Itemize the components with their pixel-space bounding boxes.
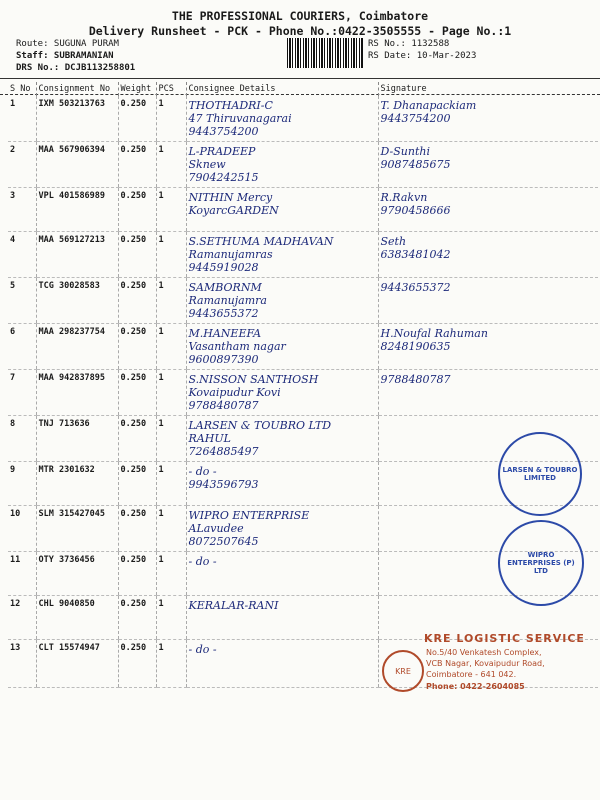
row-consignment: MAA 567906394 bbox=[36, 142, 118, 188]
row-sno: 4 bbox=[8, 232, 36, 278]
row-consignee: - do - 9943596793 bbox=[186, 462, 378, 506]
row-pcs: 1 bbox=[156, 506, 186, 552]
row-consignment: CLT 15574947 bbox=[36, 640, 118, 688]
row-consignee: WIPRO ENTERPRISE ALavudee 8072507645 bbox=[186, 506, 378, 552]
row-weight: 0.250 bbox=[118, 506, 156, 552]
row-consignee: S.NISSON SANTHOSH Kovaipudur Kovi 9788480787 bbox=[186, 370, 378, 416]
row-weight: 0.250 bbox=[118, 188, 156, 232]
header-rule bbox=[0, 78, 600, 79]
row-consignee: S.SETHUMA MADHAVAN Ramanujamras 9445919028 bbox=[186, 232, 378, 278]
drs-label: DRS No.: DCJB113258801 bbox=[16, 63, 136, 73]
kre-title: KRE LOGISTIC SERVICE bbox=[424, 632, 585, 645]
row-pcs: 1 bbox=[156, 416, 186, 462]
row-sno: 7 bbox=[8, 370, 36, 416]
row-consignee: - do - bbox=[186, 640, 378, 688]
row-weight: 0.250 bbox=[118, 278, 156, 324]
table-row bbox=[8, 278, 598, 324]
row-weight: 0.250 bbox=[118, 552, 156, 596]
kre-logistic-stamp bbox=[382, 630, 592, 710]
wipro-stamp bbox=[498, 520, 584, 606]
row-weight: 0.250 bbox=[118, 96, 156, 142]
row-weight: 0.250 bbox=[118, 640, 156, 688]
row-sno: 11 bbox=[8, 552, 36, 596]
row-pcs: 1 bbox=[156, 324, 186, 370]
row-sno: 6 bbox=[8, 324, 36, 370]
col-consignment: Consignment No bbox=[36, 82, 118, 96]
col-signature: Signature bbox=[378, 82, 598, 96]
row-signature: 9443655372 bbox=[378, 278, 598, 324]
col-pcs: PCS bbox=[156, 82, 186, 96]
row-sno: 2 bbox=[8, 142, 36, 188]
row-pcs: 1 bbox=[156, 96, 186, 142]
row-sno: 13 bbox=[8, 640, 36, 688]
route-label: Route: SUGUNA PURAM bbox=[16, 39, 119, 49]
row-sno: 5 bbox=[8, 278, 36, 324]
barcode bbox=[287, 38, 363, 68]
row-sno: 3 bbox=[8, 188, 36, 232]
row-consignee: KERALAR-RANI bbox=[186, 596, 378, 640]
row-weight: 0.250 bbox=[118, 142, 156, 188]
table-row bbox=[8, 142, 598, 188]
row-signature: D-Sunthi 9087485675 bbox=[378, 142, 598, 188]
row-signature: T. Dhanapackiam 9443754200 bbox=[378, 96, 598, 142]
larsen-toubro-stamp bbox=[498, 432, 582, 516]
row-weight: 0.250 bbox=[118, 462, 156, 506]
row-sno: 9 bbox=[8, 462, 36, 506]
row-pcs: 1 bbox=[156, 552, 186, 596]
lt-stamp-text: LARSEN & TOUBRO LIMITED bbox=[502, 466, 578, 482]
row-pcs: 1 bbox=[156, 370, 186, 416]
row-consignment: MAA 942837895 bbox=[36, 370, 118, 416]
row-weight: 0.250 bbox=[118, 596, 156, 640]
row-consignment: MTR 2301632 bbox=[36, 462, 118, 506]
row-consignment: MAA 298237754 bbox=[36, 324, 118, 370]
row-consignment: TNJ 713636 bbox=[36, 416, 118, 462]
row-signature: Seth 6383481042 bbox=[378, 232, 598, 278]
row-consignment: TCG 30028583 bbox=[36, 278, 118, 324]
table-row bbox=[8, 96, 598, 142]
row-consignee: SAMBORNM Ramanujamra 9443655372 bbox=[186, 278, 378, 324]
table-row bbox=[8, 324, 598, 370]
table-header-row bbox=[8, 82, 598, 96]
kre-address-2: VCB Nagar, Kovaipudur Road, bbox=[426, 659, 545, 668]
rs-number: RS No.: 1132588 bbox=[368, 39, 450, 49]
row-pcs: 1 bbox=[156, 462, 186, 506]
row-pcs: 1 bbox=[156, 596, 186, 640]
runsheet-table bbox=[8, 82, 598, 688]
row-sno: 8 bbox=[8, 416, 36, 462]
row-signature: 9788480787 bbox=[378, 370, 598, 416]
row-pcs: 1 bbox=[156, 278, 186, 324]
row-sno: 12 bbox=[8, 596, 36, 640]
row-weight: 0.250 bbox=[118, 370, 156, 416]
col-consignee: Consignee Details bbox=[186, 82, 378, 96]
row-consignment: MAA 569127213 bbox=[36, 232, 118, 278]
row-weight: 0.250 bbox=[118, 324, 156, 370]
row-pcs: 1 bbox=[156, 188, 186, 232]
row-signature: R.Rakvn 9790458666 bbox=[378, 188, 598, 232]
row-pcs: 1 bbox=[156, 232, 186, 278]
table-row bbox=[8, 370, 598, 416]
row-consignee: L-PRADEEP Sknew 7904242515 bbox=[186, 142, 378, 188]
kre-address-1: No.5/40 Venkatesh Complex, bbox=[426, 648, 542, 657]
row-sno: 1 bbox=[8, 96, 36, 142]
row-weight: 0.250 bbox=[118, 232, 156, 278]
runsheet-subtitle: Delivery Runsheet - PCK - Phone No.:0422-3505555 - Page No.:1 bbox=[88, 24, 512, 38]
row-consignment: SLM 315427045 bbox=[36, 506, 118, 552]
row-signature: H.Noufal Rahuman 8248190635 bbox=[378, 324, 598, 370]
row-consignee: - do - bbox=[186, 552, 378, 596]
row-pcs: 1 bbox=[156, 142, 186, 188]
row-consignment: IXM 503213763 bbox=[36, 96, 118, 142]
staff-label: Staff: SUBRAMANIAN bbox=[16, 51, 114, 61]
row-consignment: CHL 9040850 bbox=[36, 596, 118, 640]
company-title: THE PROFESSIONAL COURIERS, Coimbatore bbox=[171, 9, 429, 23]
row-consignee: NITHIN Mercy KoyarcGARDEN bbox=[186, 188, 378, 232]
row-consignment: VPL 401586989 bbox=[36, 188, 118, 232]
col-sno: S No bbox=[10, 84, 31, 94]
table-row bbox=[8, 232, 598, 278]
table-row bbox=[8, 188, 598, 232]
row-consignee: M.HANEEFA Vasantham nagar 9600897390 bbox=[186, 324, 378, 370]
kre-phone: Phone: 0422-2604085 bbox=[426, 682, 525, 691]
row-sno: 10 bbox=[8, 506, 36, 552]
row-consignee: LARSEN & TOUBRO LTD RAHUL 7264885497 bbox=[186, 416, 378, 462]
row-weight: 0.250 bbox=[118, 416, 156, 462]
kre-address-3: Coimbatore - 641 042. bbox=[426, 670, 517, 679]
rs-date: RS Date: 10-Mar-2023 bbox=[368, 51, 477, 61]
wipro-stamp-text: WIPRO ENTERPRISES (P) LTD bbox=[507, 551, 575, 575]
col-weight: Weight bbox=[118, 82, 156, 96]
kre-logo: KRE bbox=[382, 650, 424, 692]
row-consignee: THOTHADRI-C 47 Thiruvanagarai 9443754200 bbox=[186, 96, 378, 142]
row-pcs: 1 bbox=[156, 640, 186, 688]
row-consignment: OTY 3736456 bbox=[36, 552, 118, 596]
